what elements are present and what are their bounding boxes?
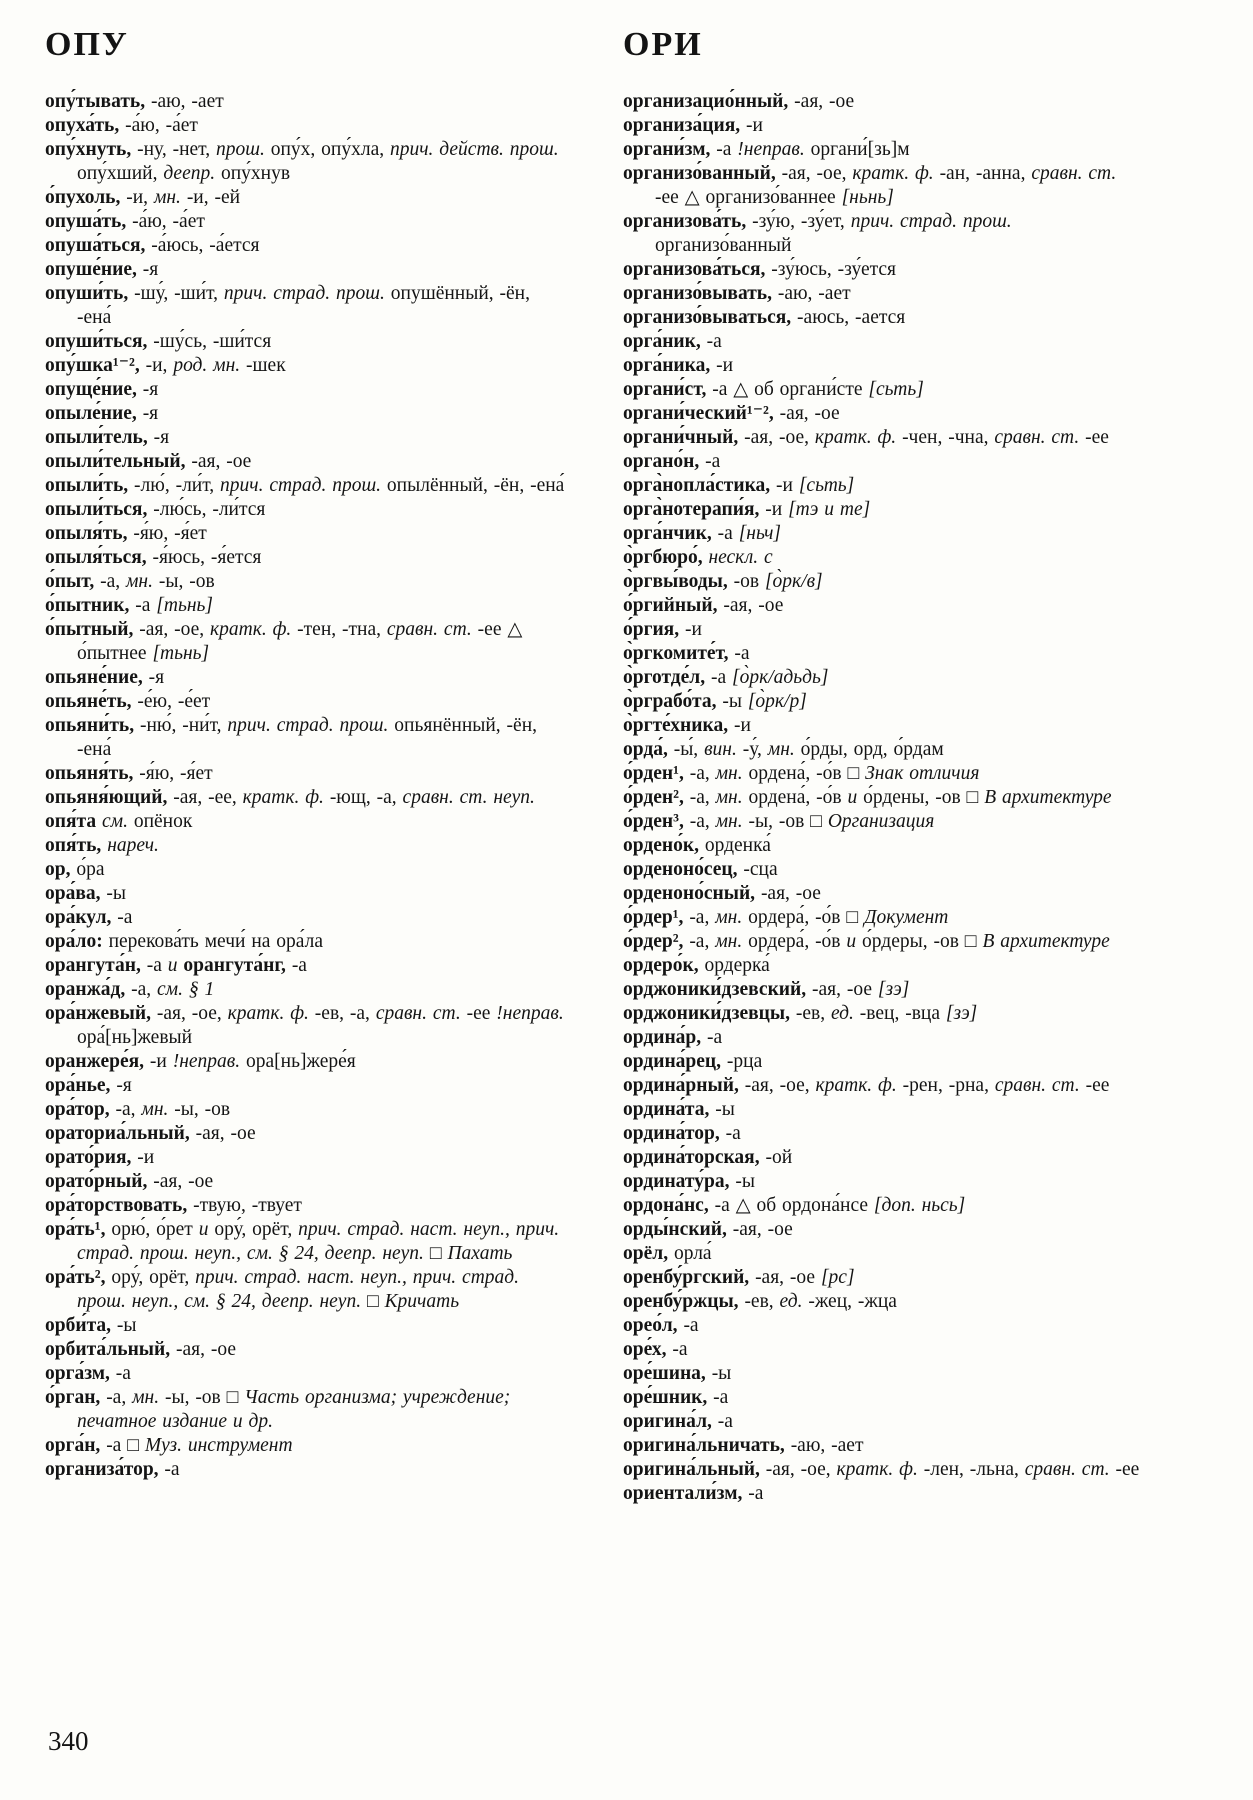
dictionary-entry: опыли́ться, -лю́сь, -ли́тся [45,499,266,520]
dictionary-entry: орга̀нопла́стика, -и [сьть] [623,475,855,496]
dictionary-entry: о́рден¹, -а, мн. ордена́, -о́в □ Знак отличия [623,763,980,784]
dictionary-entry: ордеро́к, ордерка́ [623,955,770,976]
dictionary-entry: органи́чный, -ая, -ое, кратк. ф. -чен, -чна, сравн. ст. -ее [623,427,1109,448]
dictionary-entry: оранжере́я, -и !неправ. ора[нь]жере́я [45,1051,356,1072]
dictionary-entry: организо́ванный, -ая, -ое, кратк. ф. -ан, -анна, сравн. ст. -ее △ организо́ваннее [ньнь] [623,163,1117,208]
dictionary-entry: орга́ник, -а [623,331,722,352]
dictionary-entry: опьяня́ть, -я́ю, -я́ет [45,763,213,784]
dictionary-entry: о̀рграбо́та, -ы [о̀рк/р] [623,691,807,712]
dictionary-entry: опуха́ть, -а́ю, -а́ет [45,115,198,136]
dictionary-entry: оренбу́ржцы, -ев, ед. -жец, -жца [623,1291,897,1312]
dictionary-entry: органо́н, -а [623,451,721,472]
dictionary-entry: ордина́торская, -ой [623,1147,793,1168]
right-column [623,26,1145,1506]
dictionary-entry: ордина́та, -ы [623,1099,735,1120]
dictionary-entry: о́рден³, -а, мн. -ы, -ов □ Организация [623,811,935,832]
dictionary-entry: оригина́л, -а [623,1411,733,1432]
dictionary-entry: орджоники́дзевский, -ая, -ое [зэ] [623,979,910,1000]
dictionary-entry: о́рден², -а, мн. ордена́, -о́в и о́рдены, -ов □ В архитектуре [623,787,1112,808]
dictionary-entry: оранжа́д, -а, см. § 1 [45,979,215,1000]
dictionary-entry: органи́ст, -а △ об органи́сте [сьть] [623,379,924,400]
dictionary-entry: опуще́ние, -я [45,379,159,400]
dictionary-entry: ора́ть², ору́, орёт, прич. страд. наст. неуп., прич. страд. прош. неуп., см. § 24, деепр. неуп. □ Кричать [45,1267,520,1312]
dictionary-entry: опу́шка¹⁻², -и, род. мн. -шек [45,355,286,376]
dictionary-entry: ориентали́зм, -а [623,1483,764,1504]
dictionary-entry: ора́кул, -а [45,907,133,928]
dictionary-entry: о́рган, -а, мн. -ы, -ов □ Часть организма; учреждение; печатное издание и др. [45,1387,511,1432]
dictionary-entry: орга́н, -а □ Муз. инструмент [45,1435,293,1456]
dictionary-entry: опу́хнуть, -ну, -нет, прош. опу́х, опу́хла, прич. действ. прош. опу́хший, деепр. опу́хнув [45,139,559,184]
dictionary-entry: о́пухоль, -и, мн. -и, -ей [45,187,241,208]
dictionary-entry: опу́тывать, -аю, -ает [45,91,224,112]
dictionary-entry: организа́тор, -а [45,1459,180,1480]
dictionary-entry: орбита́льный, -ая, -ое [45,1339,237,1360]
dictionary-entry: орды́нский, -ая, -ое [623,1219,793,1240]
dictionary-entry: опыля́ть, -я́ю, -я́ет [45,523,207,544]
dictionary-entry: ора́ло: перекова́ть мечи́ на ора́ла [45,931,324,952]
dictionary-entry: орео́л, -а [623,1315,699,1336]
dictionary-entry: опыли́тельный, -ая, -ое [45,451,252,472]
dictionary-entry: организова́ть, -зу́ю, -зу́ет, прич. страд. прош. организо́ванный [623,211,1012,256]
dictionary-entry: ора́торствовать, -твую, -твует [45,1195,302,1216]
dictionary-entry: ор, о́ра [45,859,105,880]
dictionary-entry: орга́нчик, -а [ньч] [623,523,781,544]
dictionary-entry: о̀ргвы́воды, -ов [о̀рк/в] [623,571,823,592]
right-column-entries [623,90,1145,1506]
dictionary-entry: орга́зм, -а [45,1363,131,1384]
dictionary-entry: оренбу́ргский, -ая, -ое [рс] [623,1267,855,1288]
dictionary-entry: ора́ва, -ы [45,883,126,904]
dictionary-entry: орёл, орла́ [623,1243,712,1264]
dictionary-entry: о̀ргте́хника, -и [623,715,751,736]
dictionary-entry: о́рдер¹, -а, мн. ордера́, -о́в □ Документ [623,907,949,928]
dictionary-entry: организо́вывать, -аю, -ает [623,283,851,304]
dictionary-entry: оре́шник, -а [623,1387,729,1408]
dictionary-entry: орга́ника, -и [623,355,734,376]
dictionary-entry: опьяне́ние, -я [45,667,165,688]
dictionary-entry: орби́та, -ы [45,1315,137,1336]
dictionary-entry: о́ргийный, -ая, -ое [623,595,784,616]
dictionary-entry: оре́х, -а [623,1339,688,1360]
dictionary-entry: опьяни́ть, -ню́, -ни́т, прич. страд. прош. опьянённый, -ён, -ена́ [45,715,538,760]
dictionary-entry: органи́ческий¹⁻², -ая, -ое [623,403,840,424]
dictionary-entry: орденоно́сный, -ая, -ое [623,883,821,904]
dictionary-entry: организа́ция, -и [623,115,763,136]
dictionary-entry: орда́, -ы́, вин. -у́, мн. о́рды, орд, о́рдам [623,739,944,760]
dictionary-entry: о́пытный, -ая, -ое, кратк. ф. -тен, -тна, сравн. ст. -ее △ о́пытнее [тьнь] [45,619,523,664]
dictionary-entry: о́пыт, -а, мн. -ы, -ов [45,571,215,592]
dictionary-entry: организацио́нный, -ая, -ое [623,91,855,112]
dictionary-entry: орга̀нотерапи́я, -и [тэ и те] [623,499,871,520]
dictionary-entry: опуша́ться, -а́юсь, -а́ется [45,235,260,256]
dictionary-entry: ора́ть¹, орю́, о́рет и ору́, орёт, прич. страд. наст. неуп., прич. страд. прош. неуп., см. § 24, деепр. неуп. □ Пахать [45,1219,560,1264]
dictionary-entry: организова́ться, -зу́юсь, -зу́ется [623,259,897,280]
dictionary-entry: ордона́нс, -а △ об ордона́нсе [доп. ньсь] [623,1195,966,1216]
dictionary-entry: о́ргия, -и [623,619,702,640]
dictionary-entry: оре́шина, -ы [623,1363,732,1384]
dictionary-entry: оригина́льный, -ая, -ое, кратк. ф. -лен, -льна, сравн. ст. -ее [623,1459,1140,1480]
dictionary-entry: орато́рный, -ая, -ое [45,1171,214,1192]
dictionary-entry: организо́вываться, -аюсь, -ается [623,307,906,328]
dictionary-entry: опыли́тель, -я [45,427,170,448]
dictionary-entry: ордено́к, орденка́ [623,835,771,856]
left-column [45,26,567,1506]
dictionary-entry: опуше́ние, -я [45,259,159,280]
dictionary-entry: опьяня́ющий, -ая, -ее, кратк. ф. -ющ, -а, сравн. ст. неуп. [45,787,535,808]
dictionary-entry: опуши́ться, -шу́сь, -ши́тся [45,331,272,352]
dictionary-entry: опыли́ть, -лю́, -ли́т, прич. страд. прош. опылённый, -ён, -ена́ [45,475,565,496]
dictionary-entry: ора́нье, -я [45,1075,132,1096]
dictionary-entry: опуши́ть, -шу́, -ши́т, прич. страд. прош. опушённый, -ён, -ена́ [45,283,530,328]
dictionary-entry: о́пытник, -а [тьнь] [45,595,213,616]
dictionary-entry: ора́нжевый, -ая, -ое, кратк. ф. -ев, -а, сравн. ст. -ее !неправ. ора́[нь]жевый [45,1003,564,1048]
dictionary-entry: орато́рия, -и [45,1147,155,1168]
dictionary-entry: ординату́ра, -ы [623,1171,755,1192]
dictionary-entry: опьяне́ть, -е́ю, -е́ет [45,691,211,712]
dictionary-entry: о̀ргкомите́т, -а [623,643,750,664]
dictionary-entry: о̀ргбюро́, нескл. с [623,547,773,568]
dictionary-entry: опя́ть, нареч. [45,835,159,856]
dictionary-entry: ордина́рный, -ая, -ое, кратк. ф. -рен, -рна, сравн. ст. -ее [623,1075,1110,1096]
dictionary-entry: ора́тор, -а, мн. -ы, -ов [45,1099,231,1120]
dictionary-entry: орджоники́дзевцы, -ев, ед. -вец, -вца [зэ] [623,1003,978,1024]
dictionary-entry: опуша́ть, -а́ю, -а́ет [45,211,205,232]
right-column-header: ОРИ [623,26,703,63]
dictionary-entry: орденоно́сец, -сца [623,859,778,880]
dictionary-entry: опя́та см. опёнок [45,811,193,832]
dictionary-entry: о́рдер², -а, мн. ордера́, -о́в и о́рдеры, -ов □ В архитектуре [623,931,1110,952]
page-number: 340 [48,1726,89,1756]
dictionary-entry: ордина́тор, -а [623,1123,741,1144]
dictionary-entry: оригина́льничать, -аю, -ает [623,1435,864,1456]
dictionary-entry: органи́зм, -а !неправ. органи́[зь]м [623,139,910,160]
dictionary-entry: опыля́ться, -я́юсь, -я́ется [45,547,262,568]
dictionary-entry: опыле́ние, -я [45,403,159,424]
left-column-header: ОПУ [45,26,129,63]
dictionary-entry: о̀рготде́л, -а [о̀рк/адьдь] [623,667,829,688]
dictionary-entry: ордина́рец, -рца [623,1051,763,1072]
dictionary-entry: ордина́р, -а [623,1027,723,1048]
left-column-entries [45,90,567,1482]
dictionary-entry: орангута́н, -а и орангута́нг, -а [45,955,307,976]
dictionary-entry: ораториа́льный, -ая, -ое [45,1123,256,1144]
